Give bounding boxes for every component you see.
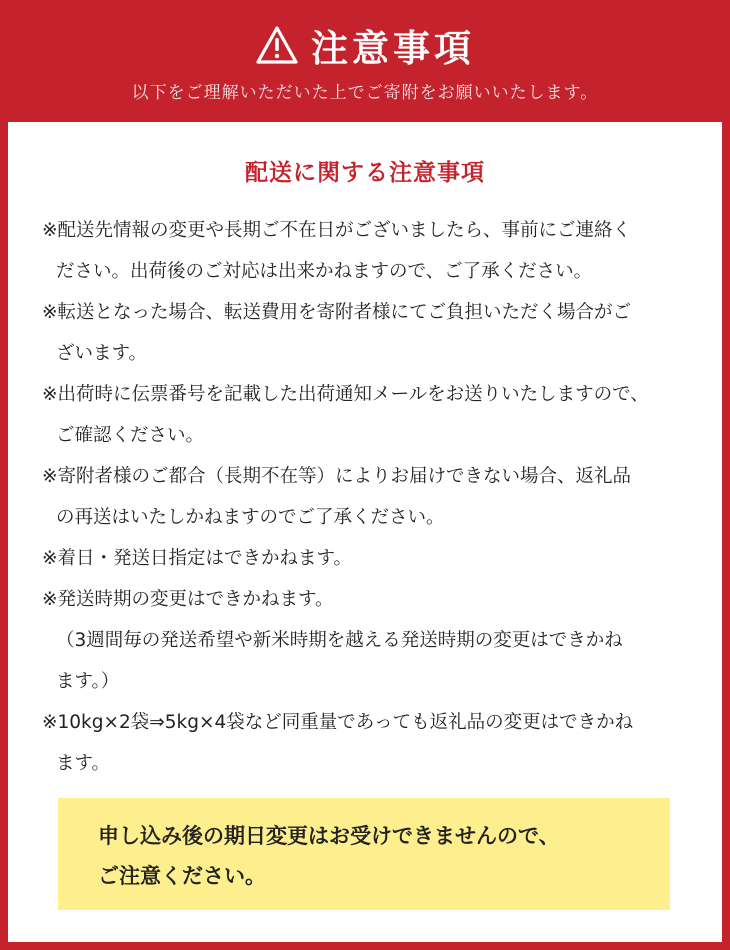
note-text-continued: （3週間毎の発送希望や新米時期を越える発送時期の変更はできかね xyxy=(56,630,623,651)
notice-text: 申し込み後の期日変更はお受けできませんので、 xyxy=(98,824,560,848)
note-item xyxy=(42,456,702,538)
note-text: ※発送時期の変更はできかねます。 xyxy=(42,589,334,610)
note-text-continued: ます。） xyxy=(56,671,120,692)
note-text-continued: ご確認ください。 xyxy=(56,425,205,446)
note-text-continued: ざいます。 xyxy=(56,343,148,364)
note-text-continued: の再送はいたしかねますのでご了承ください。 xyxy=(56,507,445,528)
note-text: ※転送となった場合、転送費用を寄附者様にてご負担いただく場合がご xyxy=(42,302,632,323)
notes-list xyxy=(42,210,702,784)
note-item xyxy=(42,579,702,702)
warning-triangle-icon xyxy=(255,25,299,65)
note-text-continued: ださい。出荷後のご対応は出来かねますので、ご了承ください。 xyxy=(56,261,593,282)
note-item xyxy=(42,292,702,374)
note-text: ※10kg×2袋⇒5kg×4袋など同重量であっても返礼品の変更はできかね xyxy=(42,712,634,733)
section-title: 配送に関する注意事項 xyxy=(245,160,485,186)
note-text-continued: ます。 xyxy=(56,753,111,774)
notice-text-continued: ご注意ください。 xyxy=(98,864,266,888)
note-text: ※配送先情報の変更や長期ご不在日がございましたら、事前にご連絡く xyxy=(42,220,632,241)
note-item xyxy=(42,210,702,292)
note-text: ※着日・発送日指定はできかねます。 xyxy=(42,548,353,569)
title-row xyxy=(0,18,730,72)
note-text: ※出荷時に伝票番号を記載した出荷通知メールをお送りいたしますので、 xyxy=(42,384,649,405)
note-item xyxy=(42,702,702,784)
header-banner xyxy=(0,0,730,120)
note-item xyxy=(42,374,702,456)
notes-panel xyxy=(8,122,722,942)
note-item xyxy=(42,538,702,579)
page-title: 注意事項 xyxy=(311,27,475,70)
note-text: ※寄附者様のご都合（長期不在等）によりお届けできない場合、返礼品 xyxy=(42,466,632,487)
notice-box xyxy=(58,798,670,910)
page-subtitle: 以下をご理解いただいた上でご寄附をお願いいたします。 xyxy=(131,83,599,103)
